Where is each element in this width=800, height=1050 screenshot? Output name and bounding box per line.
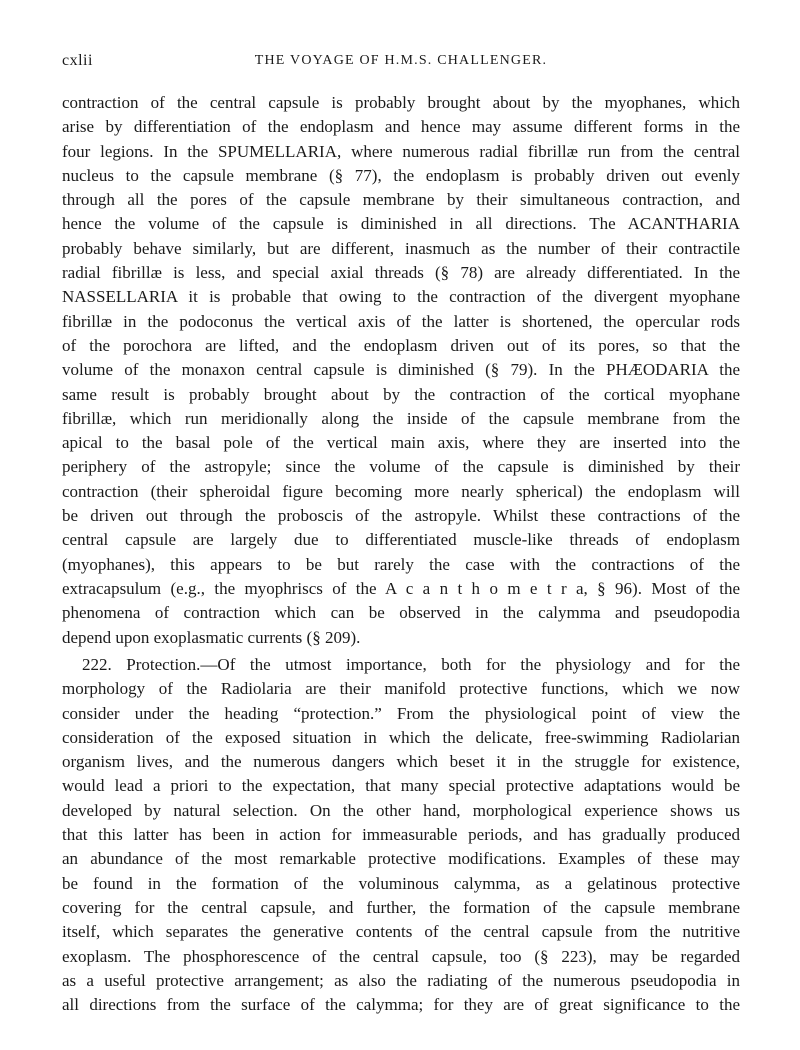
text-line: nucleus to the capsule membrane (§ 77), the endoplasm is probably driven out evenly: [62, 165, 740, 185]
paragraph-contraction: [62, 91, 740, 650]
page-number: cxlii: [62, 52, 93, 69]
text-line: depend upon exoplasmatic currents (§ 209).: [62, 627, 361, 647]
text-line: that this latter has been in action for immeasurable periods, and has gradually produced: [62, 825, 740, 845]
text-line: NASSELLARIA it is probable that owing to the contraction of the divergent myophane: [62, 287, 740, 307]
text-line: would lead a priori to the expectation, that many special protective adaptations would be: [62, 776, 740, 796]
paragraph-protection: [62, 653, 740, 1017]
text-line: same result is probably brought about by the contraction of the cortical myophane: [62, 384, 740, 404]
text-line: itself, which separates the generative contents of the central capsule from the nutritive: [62, 922, 740, 942]
text-line: consideration of the exposed situation in which the delicate, free-swimming Radiolarian: [62, 727, 740, 747]
text-line: developed by natural selection. On the other hand, morphological experience shows us: [62, 800, 740, 820]
running-title: THE VOYAGE OF H.M.S. CHALLENGER.: [254, 53, 548, 68]
text-line: extracapsulum (e.g., the myophriscs of the A c a n t h o m e t r a, § 96). Most of the: [62, 578, 740, 598]
text-line: through all the pores of the capsule membrane by their simultaneous contraction, and: [62, 190, 740, 210]
text-line: fibrillæ in the podoconus the vertical axis of the latter is shortened, the opercular rods: [62, 311, 740, 331]
text-line: morphology of the Radiolaria are their manifold protective functions, which we now: [62, 679, 740, 699]
text-line: exoplasm. The phosphorescence of the central capsule, too (§ 223), may be regarded: [62, 946, 740, 966]
text-line: phenomena of contraction which can be observed in the calymma and pseudopodia: [62, 603, 740, 623]
text-line: contraction (their spheroidal figure becoming more nearly spherical) the endoplasm will: [62, 481, 740, 501]
text-line: arise by differentiation of the endoplasm and hence may assume different forms in the: [62, 117, 740, 137]
text-line: (myophanes), this appears to be but rarely the case with the contractions of the: [62, 554, 740, 574]
text-line: hence the volume of the capsule is diminished in all directions. The ACANTHARIA: [62, 214, 740, 234]
text-line: consider under the heading “protection.” From the physiological point of view the: [62, 703, 740, 723]
page-header: [62, 52, 740, 72]
text-line: of the porochora are lifted, and the endoplasm driven out of its pores, so that the: [62, 335, 740, 355]
text-line: all directions from the surface of the calymma; for they are of great significance to the: [62, 995, 740, 1015]
text-line: 222. Protection.—Of the utmost importance, both for the physiology and for the: [82, 655, 740, 674]
text-line: central capsule are largely due to differentiated muscle-like threads of endoplasm: [62, 530, 740, 550]
text-line: covering for the central capsule, and further, the formation of the capsule membrane: [62, 897, 740, 917]
text-line: four legions. In the SPUMELLARIA, where numerous radial fibrillæ run from the central: [62, 141, 740, 161]
text-line: apical to the basal pole of the vertical main axis, where they are inserted into the: [62, 433, 740, 453]
text-line: be found in the formation of the voluminous calymma, as a gelatinous protective: [62, 873, 740, 893]
text-line: probably behave similarly, but are different, inasmuch as the number of their contractile: [62, 238, 740, 258]
text-line: periphery of the astropyle; since the volume of the capsule is diminished by their: [62, 457, 740, 477]
text-line: organism lives, and the numerous dangers which beset it in the struggle for existence,: [62, 752, 740, 772]
text-line: contraction of the central capsule is probably brought about by the myophanes, which: [62, 93, 740, 112]
text-line: radial fibrillæ is less, and special axial threads (§ 78) are already differentiated. In the: [62, 263, 740, 283]
text-line: volume of the monaxon central capsule is diminished (§ 79). In the PHÆODARIA the: [62, 360, 740, 380]
text-line: an abundance of the most remarkable protective modifications. Examples of these may: [62, 849, 740, 869]
text-line: be driven out through the proboscis of the astropyle. Whilst these contractions of the: [62, 506, 740, 526]
text-line: fibrillæ, which run meridionally along the inside of the capsule membrane from the: [62, 408, 740, 428]
text-line: as a useful protective arrangement; as also the radiating of the numerous pseudopodia in: [62, 970, 740, 990]
